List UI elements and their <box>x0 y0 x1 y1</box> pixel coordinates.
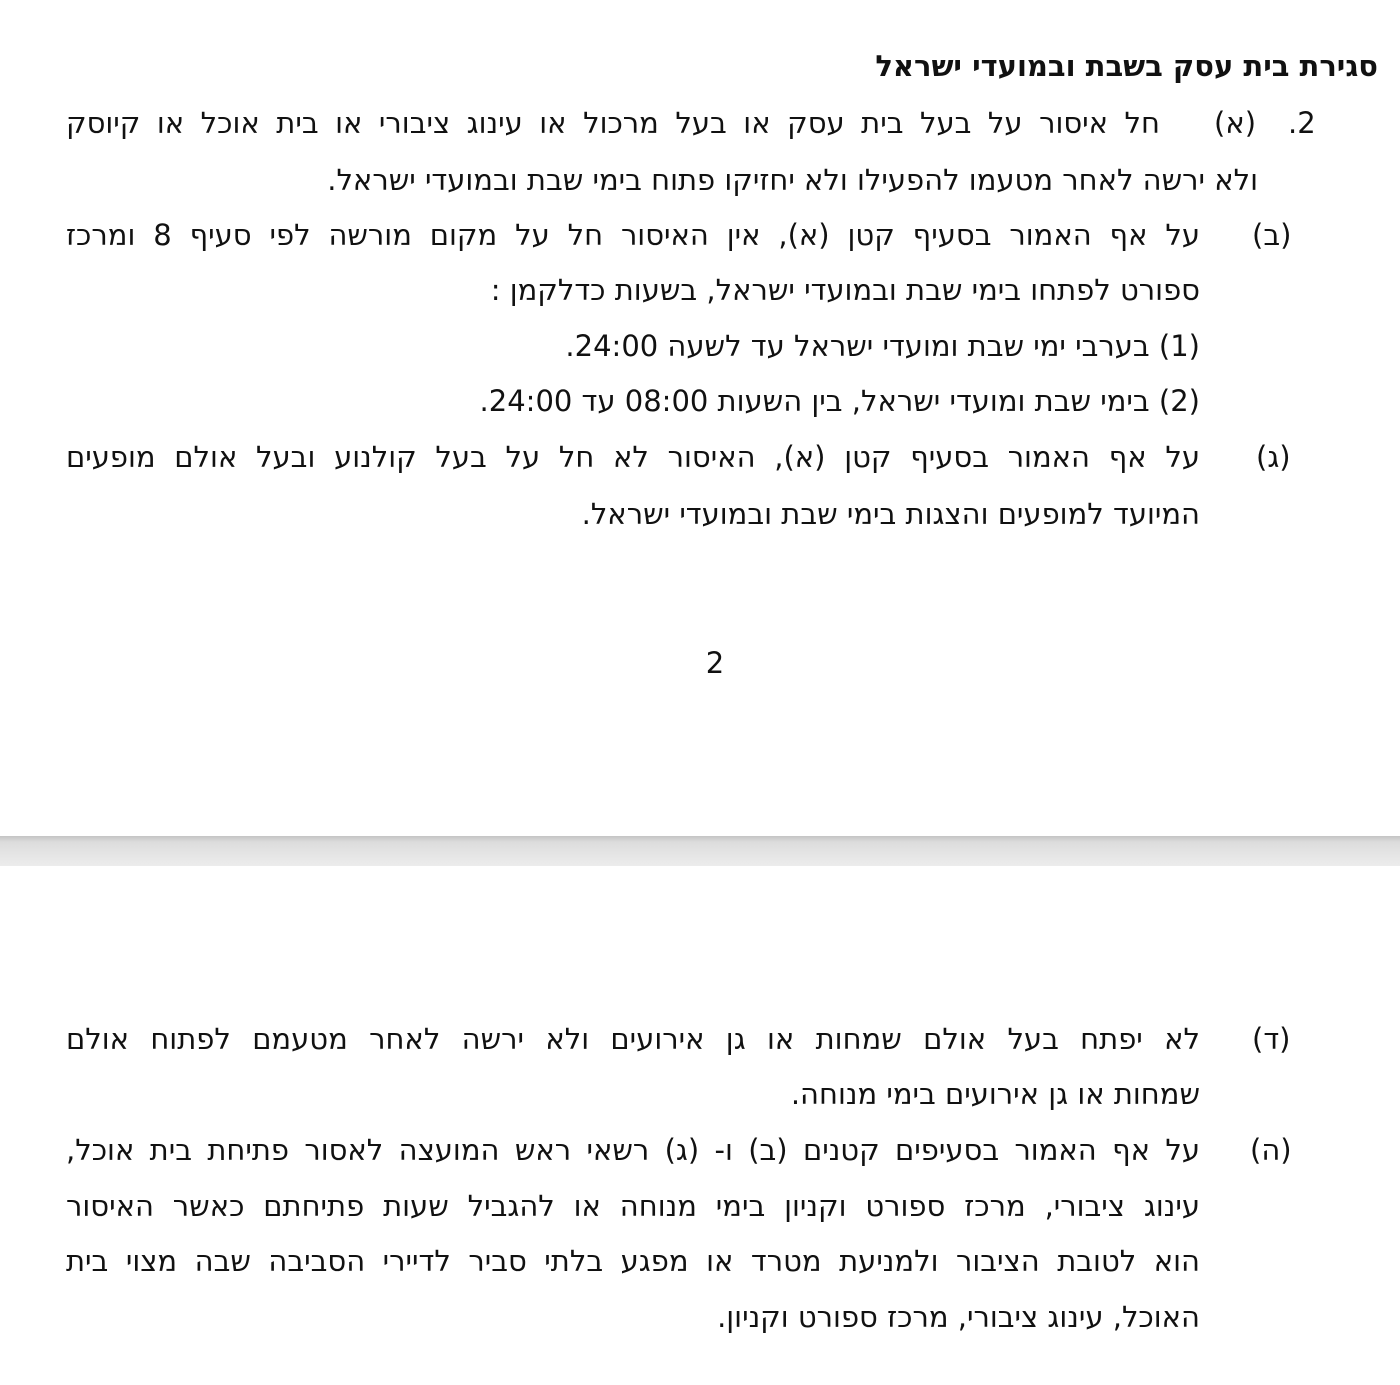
subsection-b-line-2: ספורט לפתחו בימי שבת ובמועדי ישראל, בשעות כדלקמן : <box>490 273 1200 307</box>
subsection-a-line-2: ולא ירשה לאחר מטעמו להפעילו ולא יחזיקו פתוח בימי שבת ובמועדי ישראל. <box>327 163 1258 197</box>
subsection-e-line-3: הוא לטובת הציבור ולמניעת מטרד או מפגע בלתי סביר לדיירי הסביבה שבה מצוי בית <box>66 1244 1200 1278</box>
subsection-e-line-2: עינוג ציבורי, מרכז ספורט וקניון בימי מנוחה או להגביל שעות פתיחתם כאשר האיסור <box>66 1189 1200 1223</box>
subsection-mark-d: (ד) <box>1252 1022 1291 1056</box>
subsection-b-item-1: (1) בערבי ימי שבת ומועדי ישראל עד לשעה 24:00. <box>565 329 1200 363</box>
subsection-c-line-2: המיועד למופעים והצגות בימי שבת ובמועדי ישראל. <box>581 497 1200 531</box>
subsection-mark-e: (ה) <box>1250 1133 1292 1167</box>
subsection-e-line-1: על אף האמור בסעיפים קטנים (ב) ו- (ג) רשאי ראש המועצה לאסור פתיחת בית אוכל, <box>66 1133 1200 1167</box>
page-separator <box>0 836 1400 866</box>
subsection-d-line-2: שמחות או גן אירועים בימי מנוחה. <box>790 1077 1200 1111</box>
subsection-mark-a: (א) <box>1214 106 1257 140</box>
subsection-d-line-1: לא יפתח בעל אולם שמחות או גן אירועים ולא ירשה לאחר מטעמם לפתוח אולם <box>66 1022 1200 1056</box>
subsection-b-line-1: על אף האמור בסעיף קטן (א), אין האיסור חל על מקום מורשה לפי סעיף 8 ומרכז <box>66 218 1200 252</box>
subsection-c-line-1: על אף האמור בסעיף קטן (א), האיסור לא חל על בעל קולנוע ובעל אולם מופעים <box>66 440 1200 474</box>
section-number: 2. <box>1288 106 1316 140</box>
subsection-e-line-4: האוכל, עינוג ציבורי, מרכז ספורט וקניון. <box>717 1300 1200 1334</box>
subsection-mark-b: (ב) <box>1252 218 1292 252</box>
subsection-mark-c: (ג) <box>1256 440 1291 474</box>
document-page-2 <box>0 866 1400 1385</box>
section-heading: סגירת בית עסק בשבת ובמועדי ישראל <box>875 49 1378 83</box>
subsection-a-line-1: חל איסור על בעל בית עסק או בעל מרכול או עינוג ציבורי או בית אוכל או קיוסק <box>66 106 1160 140</box>
page-number: 2 <box>705 646 725 680</box>
subsection-b-item-2: (2) בימי שבת ומועדי ישראל, בין השעות 08:00 עד 24:00. <box>479 384 1200 418</box>
